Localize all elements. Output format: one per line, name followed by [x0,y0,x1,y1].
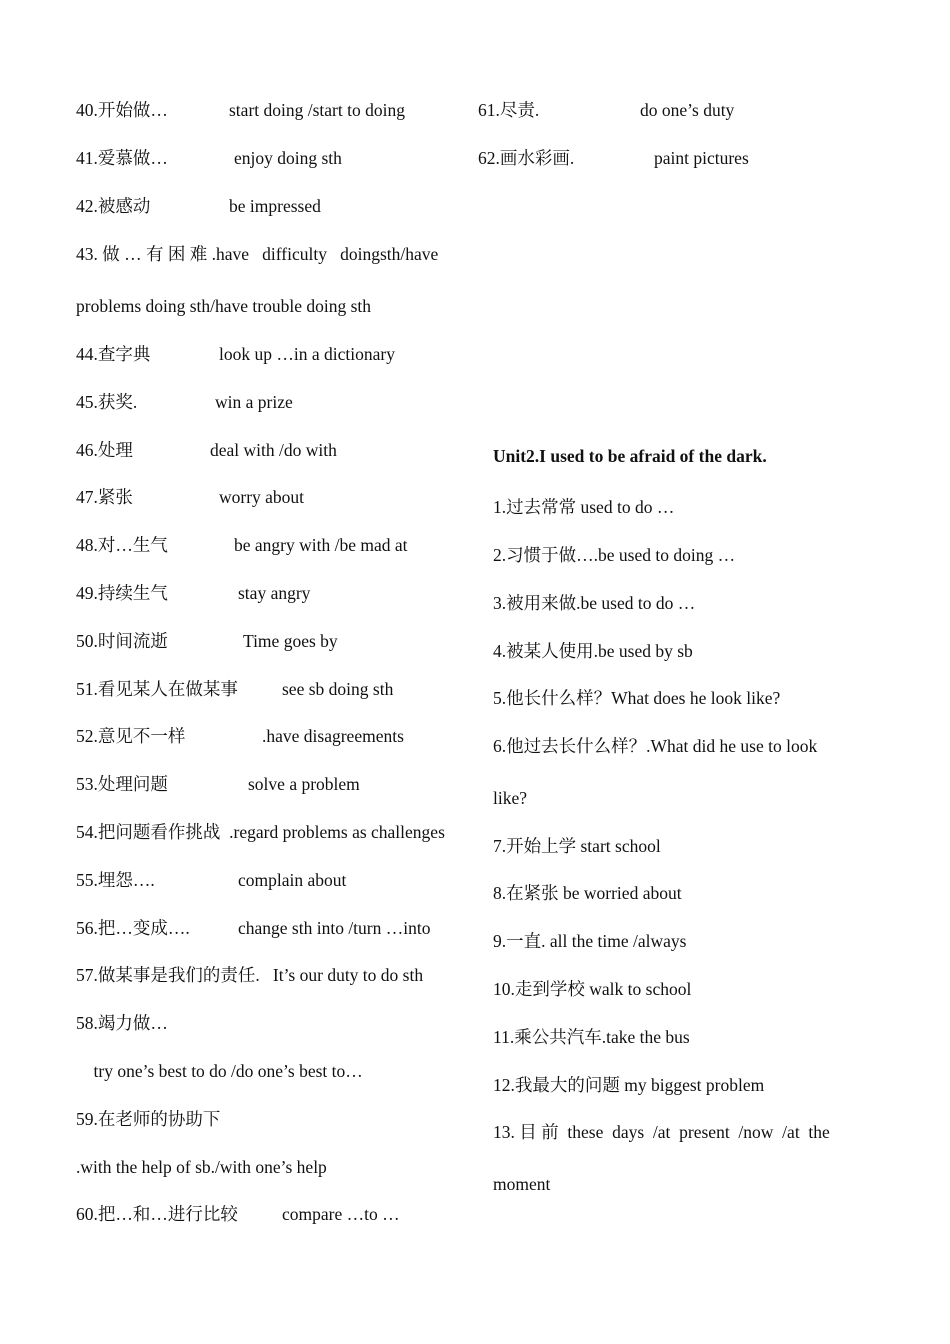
entry-45-zh: 45.获奖. [76,392,138,412]
unit-heading: Unit2.I used to be afraid of the dark. [493,446,767,466]
entry-42-zh: 42.被感动 [76,196,151,216]
entry-62-en: paint pictures [654,148,749,168]
unit2-item-12: 12.我最大的问题 my biggest problem [493,1075,765,1095]
unit2-item-11: 11.乘公共汽车.take the bus [493,1027,690,1047]
entry-55-en: complain about [238,870,347,890]
entry-44-zh: 44.查字典 [76,344,151,364]
entry-60-zh: 60.把…和…进行比较 [76,1204,238,1224]
unit2-item-6-line2: like? [493,788,528,808]
entry-51-en: see sb doing sth [282,679,394,699]
entry-50-zh: 50.时间流逝 [76,631,168,651]
entry-48-en: be angry with /be mad at [234,535,408,555]
entry-40-zh: 40.开始做… [76,100,168,120]
unit2-item-4: 4.被某人使用.be used by sb [493,641,693,661]
unit2-item-8: 8.在紧张 be worried about [493,883,682,903]
unit2-item-6-line1: 6.他过去长什么样？.What did he use to look [493,736,818,756]
entry-57: 57.做某事是我们的责任. It’s our duty to do sth [76,965,424,985]
entry-55-zh: 55.埋怨…. [76,870,155,890]
entry-59-zh: 59.在老师的协助下 [76,1109,221,1129]
unit2-item-13-line1: 13. 目 前 these days /at present /now /at the [493,1122,830,1142]
entry-58-en: try one’s best to do /do one’s best to… [76,1061,363,1081]
entry-45-en: win a prize [215,392,293,412]
entry-49-en: stay angry [238,583,311,603]
unit2-item-5: 5.他长什么样？What does he look like? [493,688,781,708]
entry-41-en: enjoy doing sth [234,148,342,168]
entry-47-zh: 47.紧张 [76,487,133,507]
entry-46-en: deal with /do with [210,440,337,460]
entry-49-zh: 49.持续生气 [76,583,168,603]
unit2-item-10: 10.走到学校 walk to school [493,979,692,999]
entry-40-en: start doing /start to doing [229,100,405,120]
unit2-item-1: 1.过去常常 used to do … [493,497,675,517]
entry-46-zh: 46.处理 [76,440,133,460]
unit2-item-13-line2: moment [493,1174,551,1194]
unit2-item-7: 7.开始上学 start school [493,836,661,856]
entry-59-en: .with the help of sb./with one’s help [76,1157,327,1177]
entry-62-zh: 62.画水彩画. [478,148,575,168]
entry-51-zh: 51.看见某人在做某事 [76,679,238,699]
entry-43-line2: problems doing sth/have trouble doing sth [76,296,372,316]
entry-47-en: worry about [219,487,305,507]
entry-56-zh: 56.把…变成…. [76,918,190,938]
entry-53-zh: 53.处理问题 [76,774,168,794]
entry-53-en: solve a problem [248,774,360,794]
entry-54: 54.把问题看作挑战 .regard problems as challenges [76,822,445,842]
entry-43-line1: 43. 做 … 有 困 难 .have difficulty doingsth/have [76,244,439,264]
unit2-item-3: 3.被用来做.be used to do … [493,593,696,613]
entry-60-en: compare …to … [282,1204,400,1224]
entry-41-zh: 41.爱慕做… [76,148,168,168]
entry-48-zh: 48.对…生气 [76,535,168,555]
entry-56-en: change sth into /turn …into [238,918,431,938]
entry-61-zh: 61.尽责. [478,100,540,120]
entry-52-en: .have disagreements [262,726,404,746]
entry-52-zh: 52.意见不一样 [76,726,186,746]
entry-58-zh: 58.竭力做… [76,1013,168,1033]
unit2-item-2: 2.习惯于做….be used to doing … [493,545,736,565]
entry-50-en: Time goes by [243,631,338,651]
entry-42-en: be impressed [229,196,321,216]
unit2-item-9: 9.一直. all the time /always [493,931,687,951]
entry-44-en: look up …in a dictionary [219,344,395,364]
entry-61-en: do one’s duty [640,100,735,120]
